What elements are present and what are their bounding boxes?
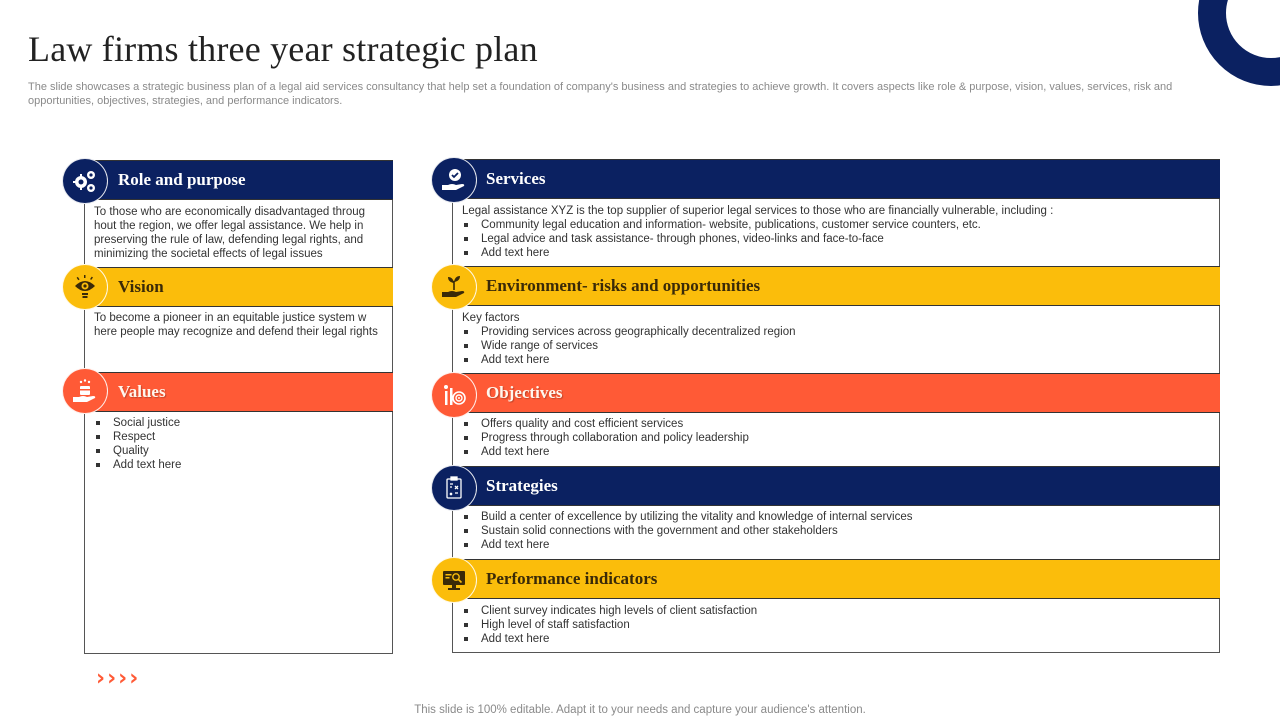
section-body: To those who are economically disadvantaged throug hout the region, we offer legal assistance. We help in preserving the rule of law, defending legal rights, and minimizing the societal effects of legal issues xyxy=(94,206,366,260)
hand-plant-icon xyxy=(431,264,477,310)
monitor-search-icon xyxy=(431,557,477,603)
section-body xyxy=(462,510,1212,552)
objectives-list xyxy=(462,417,1212,459)
list-item: Sustain solid connections with the government and other stakeholders xyxy=(462,524,1212,538)
slide-title: Law firms three year strategic plan xyxy=(28,29,538,69)
list-item: Community legal education and information- website, publications, customer service counters, etc. xyxy=(462,218,1212,232)
list-item: Wide range of services xyxy=(462,339,1212,353)
section-body xyxy=(462,604,1212,646)
list-item: Quality xyxy=(94,444,386,458)
section-performance xyxy=(452,559,1220,653)
decorative-ring xyxy=(1198,0,1280,86)
list-item: Social justice xyxy=(94,416,386,430)
section-header xyxy=(452,559,1220,599)
section-body xyxy=(462,311,1212,367)
chevron-arrows-icon: › › › › xyxy=(96,666,139,691)
slide-subtitle: The slide showcases a strategic business plan of a legal aid services consultancy that help set a foundation of company's business and strategies to achieve growth. It covers aspects like role & purpose, vision, values, services, risk and opportunities, objectives, strategies, and performance indicators. xyxy=(28,81,1173,107)
list-item: Add text here xyxy=(94,458,386,472)
list-item: Legal advice and task assistance- through phones, video-links and face-to-face xyxy=(462,232,1212,246)
list-item: Offers quality and cost efficient services xyxy=(462,417,1212,431)
strategies-list xyxy=(462,510,1212,552)
list-item: Providing services across geographically decentralized region xyxy=(462,325,1212,339)
section-vision xyxy=(84,267,393,372)
list-item: Add text here xyxy=(462,632,1212,646)
section-header xyxy=(452,373,1220,413)
section-title: Strategies xyxy=(486,476,558,495)
section-title: Performance indicators xyxy=(486,569,658,588)
list-item: High level of staff satisfaction xyxy=(462,618,1212,632)
services-list xyxy=(462,218,1212,260)
section-body: To become a pioneer in an equitable justice system w here people may recognize and defend their legal rights xyxy=(94,312,378,338)
section-title: Services xyxy=(486,169,546,188)
section-body xyxy=(462,204,1212,260)
list-item: Build a center of excellence by utilizing the vitality and knowledge of internal services xyxy=(462,510,1212,524)
list-item: Add text here xyxy=(462,445,1212,459)
section-title: Objectives xyxy=(486,383,563,402)
list-item: Add text here xyxy=(462,353,1212,367)
section-intro: Key factors xyxy=(462,312,520,324)
section-values xyxy=(84,372,393,654)
performance-list xyxy=(462,604,1212,646)
section-title: Values xyxy=(118,382,166,401)
slide-footer: This slide is 100% editable. Adapt it to your needs and capture your audience's attention. xyxy=(414,704,866,716)
list-item: Add text here xyxy=(462,538,1212,552)
section-services xyxy=(452,159,1220,266)
section-header xyxy=(452,466,1220,506)
section-role-purpose xyxy=(84,160,393,267)
section-header xyxy=(84,160,393,200)
hand-gear-check-icon xyxy=(431,157,477,203)
list-item: Add text here xyxy=(462,246,1212,260)
gears-icon xyxy=(62,158,108,204)
section-intro: Legal assistance XYZ is the top supplier of superior legal services to those who are financially vulnerable, including : xyxy=(462,205,1054,217)
section-header xyxy=(84,372,393,412)
hand-box-stars-icon xyxy=(62,368,108,414)
values-list xyxy=(94,416,386,472)
lightbulb-eye-icon xyxy=(62,264,108,310)
list-item: Client survey indicates high levels of client satisfaction xyxy=(462,604,1212,618)
section-title: Environment- risks and opportunities xyxy=(486,276,761,295)
section-objectives xyxy=(452,373,1220,466)
section-strategies xyxy=(452,466,1220,559)
section-header xyxy=(452,266,1220,306)
section-body xyxy=(94,416,386,472)
clipboard-plan-icon xyxy=(431,465,477,511)
list-item: Progress through collaboration and policy leadership xyxy=(462,431,1212,445)
environment-list xyxy=(462,325,1212,367)
section-title: Vision xyxy=(118,277,164,296)
section-header xyxy=(452,159,1220,199)
section-body xyxy=(462,417,1212,459)
list-item: Respect xyxy=(94,430,386,444)
section-title: Role and purpose xyxy=(118,170,246,189)
chart-target-icon xyxy=(431,372,477,418)
section-environment xyxy=(452,266,1220,373)
section-header xyxy=(84,267,393,307)
